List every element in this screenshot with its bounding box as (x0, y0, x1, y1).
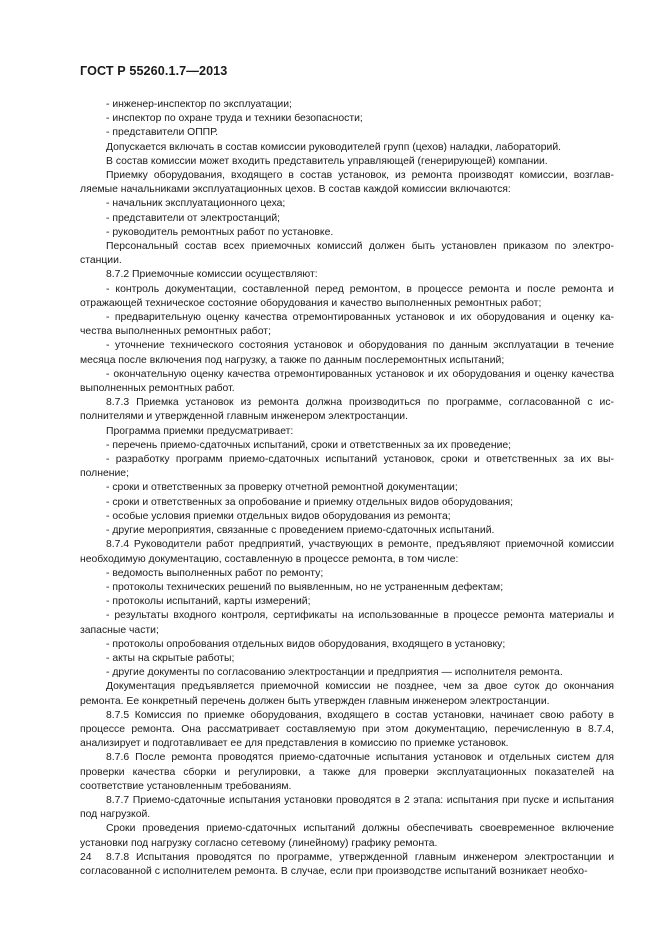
list-item: - представители от электростанций; (106, 212, 281, 224)
paragraph: 8.7.5 Комиссия по приемке оборудования, входящего в состав установки, начинает свою работу в процессе ремонта. Она рассматривает составляемую при этом документацию, перечисленную в 8.7.4, анализирует и подготавливает ее для представления в комиссию по приемке установок. (80, 709, 614, 750)
paragraph: Приемку оборудования, входящего в состав установок, из ремонта производят комиссии, возглавляемые начальниками эксплуатационных цехов. В состав каждой комиссии включаются: (80, 170, 614, 196)
list-item: - представители ОППР. (106, 127, 219, 139)
list-item: - сроки и ответственных за проверку отчетной ремонтной документации; (106, 482, 458, 494)
paragraph: 8.7.6 После ремонта проводятся приемо-сдаточные испытания установок и отдельных систем для проверки качества сборки и регулировки, а также для проверки эксплуатационных показателей на соответствие установленным требованиям. (80, 752, 614, 792)
list-item: - протоколы технических решений по выявленным, но не устраненным дефектам; (106, 581, 504, 593)
list-item: - ведомость выполненных работ по ремонту; (106, 567, 324, 579)
list-item: - другие документы по согласованию электростанции и предприятия — исполнителя ремонта. (106, 667, 563, 679)
list-item: - акты на скрытые работы; (106, 652, 235, 664)
list-item: - протоколы опробования отдельных видов оборудования, входящего в установку; (106, 638, 506, 650)
list-item: - инспектор по охране труда и техники безопасности; (106, 113, 363, 125)
paragraph: Программа приемки предусматривает: (106, 425, 294, 437)
paragraph: - контроль документации, составленной перед ремонтом, в процессе ремонта и после ремонта и отражающей техническое состояние оборудования и качество выполненных ремонтных работ; (80, 283, 614, 309)
list-item: - сроки и ответственных за опробование и приемку отдельных видов оборудования; (106, 496, 513, 508)
paragraph: Сроки проведения приемо-сдаточных испытаний должны обеспечивать своевременное включение установки под нагрузку согласно сетевому (линейному) графику ремонта. (80, 823, 614, 849)
paragraph: 8.7.3 Приемка установок из ремонта должна производиться по программе, согласованной с исполнителями и утвержденной главным инженером электростанции. (80, 397, 614, 423)
paragraph: Персональный состав всех приемочных комиссий должен быть установлен приказом по электростанции. (80, 241, 614, 267)
list-item: - перечень приемо-сдаточных испытаний, сроки и ответственных за их проведение; (106, 439, 512, 451)
list-item: - протоколы испытаний, карты измерений; (106, 596, 311, 608)
paragraph: 8.7.7 Приемо-сдаточные испытания установки проводятся в 2 этапа: испытания при пуске и испытания под нагрузкой. (80, 794, 614, 821)
list-item: - инженер-инспектор по эксплуатации; (106, 99, 292, 110)
list-item: - руководитель ремонтных работ по установке. (106, 226, 334, 238)
document-header: ГОСТ Р 55260.1.7—2013 (80, 64, 228, 78)
list-item: - другие мероприятия, связанные с проведением приемо-сдаточных испытаний. (106, 525, 495, 537)
paragraph: - окончательную оценку качества отремонтированных установок и их оборудования и оценку качества выполненных ремонтных работ. (80, 368, 614, 395)
paragraph: 8.7.8 Испытания проводятся по программе, утвержденной главным инженером электростанции и согласованной с исполнителем ремонта. В случае, если при производстве испытаний возникает необхо- (80, 851, 614, 877)
paragraph: 8.7.2 Приемочные комиссии осуществляют: (106, 269, 318, 281)
paragraph: - разработку программ приемо-сдаточных испытаний установок, сроки и ответственных за их выполнение; (80, 454, 614, 480)
paragraph: Документация предъявляется приемочной комиссии не позднее, чем за двое суток до окончания ремонта. Ее конкретный перечень должен быть утвержден главным инженером электростанции. (80, 681, 614, 707)
paragraph: - результаты входного контроля, сертификаты на использованные в процессе ремонта материалы и запасные части; (80, 610, 614, 636)
paragraph: В состав комиссии может входить представитель управляющей (генерирующей) компании. (106, 155, 548, 167)
paragraph: 8.7.4 Руководители работ предприятий, участвующих в ремонте, предъявляют приемочной комиссии необходимую документацию, составленную в процессе ремонта, в том числе: (80, 539, 614, 565)
paragraph: - предварительную оценку качества отремонтированных установок и их оборудования и оценку качества выполненных ремонтных работ; (80, 312, 614, 338)
paragraph: Допускается включать в состав комиссии руководителей групп (цехов) наладки, лабораторий. (106, 141, 562, 153)
paragraph: - уточнение технического состояния установок и оборудования по данным эксплуатации в течение месяца после включения под нагрузку, а также по данным послеремонтных испытаний; (80, 340, 614, 366)
list-item: - начальник эксплуатационного цеха; (106, 198, 286, 210)
page-number: 24 (80, 852, 92, 863)
document-body (80, 98, 614, 879)
list-item: - особые условия приемки отдельных видов оборудования из ремонта; (106, 510, 451, 522)
